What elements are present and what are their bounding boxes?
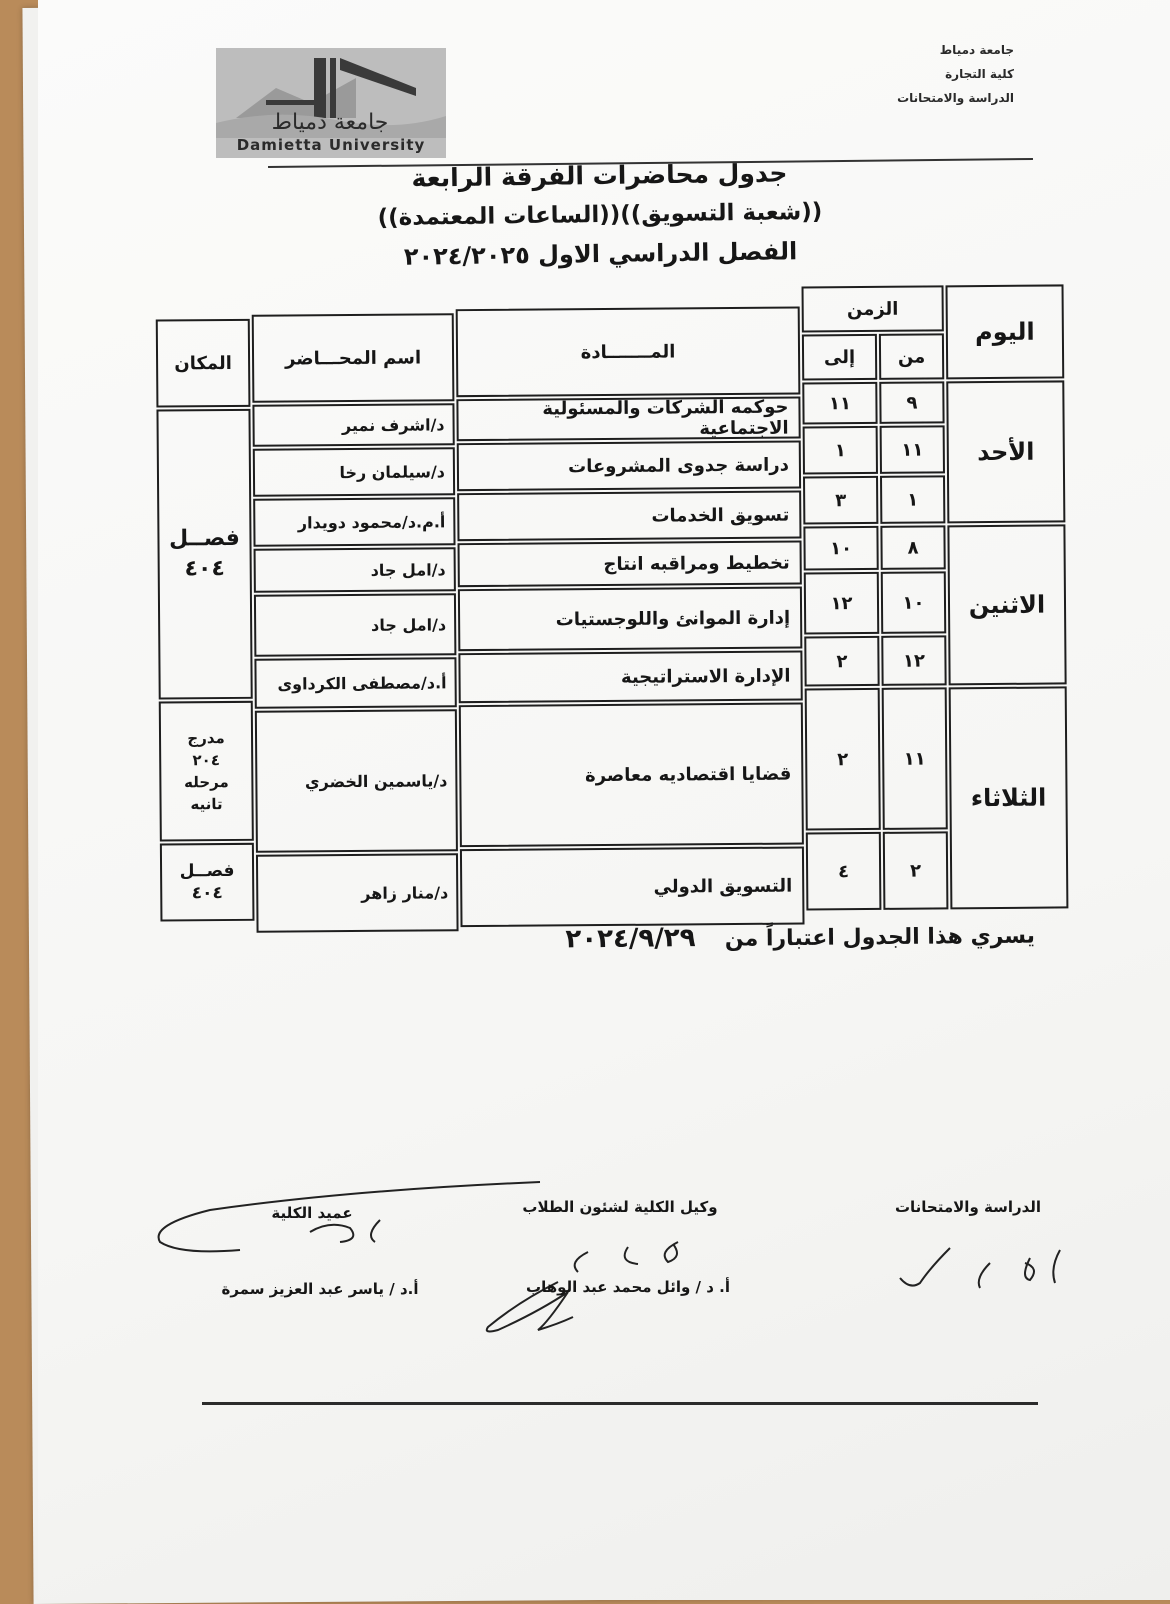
department-header bbox=[834, 38, 1014, 110]
day-monday: الاثنين bbox=[947, 524, 1066, 685]
sig-studies-title: الدراسة والامتحانات bbox=[894, 1198, 1042, 1216]
place-room-404-last bbox=[160, 843, 255, 922]
title-line-3: الفصل الدراسي الاول ٢٠٢٤/٢٠٢٥ bbox=[403, 237, 798, 271]
row-from: ١٠ bbox=[881, 571, 946, 634]
title-line-1: جدول محاضرات الفرقة الرابعة bbox=[411, 158, 788, 193]
place-hall-stage: مرحله bbox=[183, 773, 229, 792]
row-subject: إدارة الموانئ واللوجستيات bbox=[458, 586, 802, 651]
row-from: ١ bbox=[880, 475, 945, 524]
place-last-number: ٤٠٤ bbox=[191, 883, 223, 904]
place-room-label: فصــل bbox=[169, 525, 240, 552]
header-subject: المـــــــادة bbox=[456, 307, 801, 398]
row-subject: دراسة جدوى المشروعات bbox=[457, 440, 801, 491]
row-subject: الإدارة الاستراتيجية bbox=[458, 650, 802, 703]
row-to: ٢ bbox=[805, 688, 881, 831]
row-subject: التسويق الدولي bbox=[460, 846, 805, 927]
header-to: إلى bbox=[802, 334, 877, 381]
row-to: ١ bbox=[803, 426, 878, 475]
effective-label: يسري هذا الجدول اعتباراً من bbox=[724, 923, 1036, 952]
sig-dean-name: أ.د / ياسر عبد العزيز سمرة bbox=[221, 1280, 419, 1298]
row-from: ١٢ bbox=[881, 635, 946, 686]
header-place: المكان bbox=[156, 319, 251, 408]
row-subject: تخطيط ومراقبه انتاج bbox=[458, 540, 802, 587]
dept-line-faculty: كلية التجارة bbox=[945, 67, 1014, 81]
row-lecturer: د/ياسمين الخضري bbox=[255, 709, 458, 853]
place-room-404 bbox=[156, 409, 252, 700]
row-from: ١١ bbox=[880, 425, 945, 474]
row-from: ٢ bbox=[883, 831, 949, 910]
day-tuesday: الثلاثاء bbox=[949, 686, 1069, 909]
row-to: ٣ bbox=[803, 476, 878, 525]
logo-arabic-text: جامعة دمياط bbox=[271, 110, 389, 135]
schedule-table bbox=[152, 284, 1069, 923]
logo-english-text: Damietta University bbox=[236, 136, 426, 154]
effective-date-line bbox=[560, 920, 1035, 955]
row-to: ١٢ bbox=[804, 572, 879, 635]
row-lecturer: د/امل جاد bbox=[254, 593, 456, 657]
header-from: من bbox=[879, 333, 944, 380]
place-hall-label: مدرج bbox=[187, 729, 225, 748]
sig-studies-signature bbox=[880, 1228, 1070, 1298]
place-hall-204 bbox=[159, 701, 254, 842]
row-to: ١١ bbox=[802, 382, 877, 425]
row-lecturer: د/اشرف نمير bbox=[252, 403, 454, 447]
sig-vice-dean-name: أ. د / وائل محمد عبد الوهاب bbox=[526, 1278, 730, 1296]
title-line-2: ((شعبة التسويق))((الساعات المعتمدة)) bbox=[377, 198, 823, 232]
dept-line-university: جامعة دمياط bbox=[939, 43, 1014, 57]
sig-dean-title: عميد الكلية bbox=[271, 1204, 353, 1222]
row-to: ٤ bbox=[806, 832, 882, 911]
row-to: ١٠ bbox=[803, 526, 878, 571]
row-subject: تسويق الخدمات bbox=[457, 490, 801, 541]
row-to: ٢ bbox=[804, 636, 879, 687]
header-day: اليوم bbox=[946, 284, 1065, 379]
row-from: ١١ bbox=[882, 687, 948, 830]
footer-divider bbox=[202, 1402, 1038, 1405]
place-room-number: ٤٠٤ bbox=[184, 556, 225, 582]
day-sunday: الأحد bbox=[946, 380, 1065, 523]
row-subject: قضايا اقتصاديه معاصرة bbox=[459, 702, 804, 847]
place-hall-number: ٢٠٤ bbox=[192, 751, 221, 770]
university-logo bbox=[216, 48, 446, 158]
place-hall-stage-number: تانيه bbox=[190, 795, 223, 814]
header-time: الزمن bbox=[802, 285, 944, 332]
row-lecturer: د/منار زاهر bbox=[256, 853, 459, 933]
sig-vice-dean-title: وكيل الكلية لشئون الطلاب bbox=[522, 1198, 718, 1216]
sig-dean-signature bbox=[150, 1180, 550, 1260]
document-title bbox=[339, 152, 861, 277]
row-lecturer: د/سيلمان رخا bbox=[253, 447, 455, 497]
row-from: ٨ bbox=[880, 525, 945, 570]
row-lecturer: د/امل جاد bbox=[254, 547, 456, 593]
header-lecturer: اسم المحـــاضر bbox=[252, 313, 455, 403]
place-last-label: فصــل bbox=[179, 860, 235, 882]
row-from: ٩ bbox=[879, 381, 944, 424]
row-subject: حوكمه الشركات والمسئولية الاجتماعية bbox=[456, 396, 800, 441]
row-lecturer: أ.د/مصطفى الكرداوى bbox=[254, 657, 456, 709]
row-lecturer: أ.م.د/محمود دويدار bbox=[253, 497, 455, 547]
effective-date: ٢٠٢٤/٩/٢٩ bbox=[565, 923, 696, 955]
dept-line-office: الدراسة والامتحانات bbox=[897, 91, 1014, 105]
